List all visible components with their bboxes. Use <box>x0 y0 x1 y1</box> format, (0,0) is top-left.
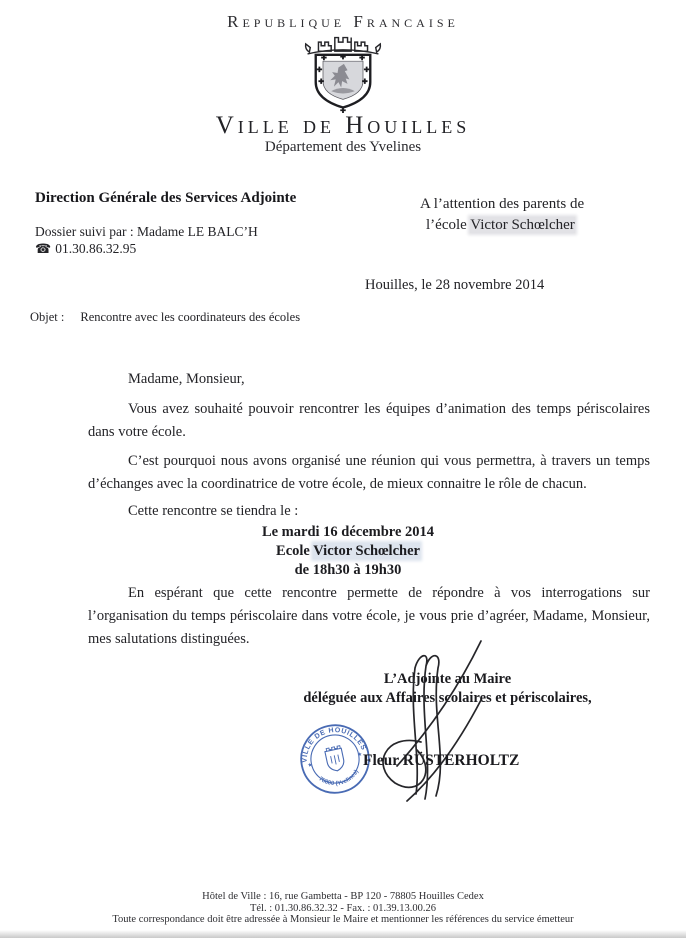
paragraph-1: Vous avez souhaité pouvoir rencontrer les équipes d’animation des temps périscolaires dans votre école. <box>88 401 650 440</box>
footer-address: Hôtel de Ville : 16, rue Gambetta - BP 120 - 78805 Houilles Cedex <box>202 891 484 902</box>
sender-handler: Dossier suivi par : Madame LE BALC’H <box>35 224 258 239</box>
recipient-school-prefix: l’école <box>426 217 471 233</box>
footer-notice: Toute correspondance doit être adressée à Monsieur le Maire et mentionner les références du service émetteur <box>112 914 574 925</box>
recipient-line2 <box>420 215 584 236</box>
paragraph-4: En espérant que cette rencontre permette de répondre à vos interrogations sur l’organisation du temps périscolaire dans votre école, je vous prie d’agréer, Madame, Monsieur, mes salutations distinguées. <box>88 585 650 647</box>
paragraph-2: C’est pourquoi nous avons organisé une réunion qui vous permettra, à travers un temps d’échanges avec la coordinatrice de votre école, de mieux connaitre le rôle de chacun. <box>88 453 650 492</box>
meeting-place-prefix: Ecole <box>276 543 314 559</box>
meeting-date: Le mardi 16 décembre 2014 <box>261 524 435 540</box>
letter-body <box>88 368 650 651</box>
signer-title-1: L’Adjointe au Maire <box>383 671 512 687</box>
scan-edge-artifact <box>0 930 686 938</box>
stamp-star-right: ★ <box>356 751 363 759</box>
school-name-highlight: Victor Schœlcher <box>470 217 575 233</box>
stamp-top-text: VILLE DE HOUILLES <box>301 726 367 763</box>
salutation: Madame, Monsieur, <box>128 371 245 387</box>
city-coat-of-arms-icon <box>293 30 393 116</box>
sender-service: Direction Générale des Services Adjointe <box>35 190 297 206</box>
subject-label: Objet : <box>30 310 65 324</box>
meeting-time: de 18h30 à 19h30 <box>294 562 402 578</box>
stamp-star-left: ★ <box>307 762 314 770</box>
city-name-heading: Ville de Houilles <box>215 112 471 139</box>
recipient-block <box>420 194 584 236</box>
signer-name: Fleur RÜSTERHOLTZ <box>363 752 520 769</box>
meeting-details <box>88 523 608 580</box>
date-line: Houilles, le 28 novembre 2014 <box>365 277 545 293</box>
handwritten-signature <box>355 638 495 810</box>
stamp-bottom-text: 78800 (Yvelines) <box>317 769 360 788</box>
footer <box>0 891 686 926</box>
department-subheading: Département des Yvelines <box>264 139 422 155</box>
signer-title-2: déléguée aux Affaires scolaires et périscolaires, <box>303 689 592 706</box>
phone-number: 01.30.86.32.95 <box>55 241 137 256</box>
footer-phone-fax: Tél. : 01.30.86.32.32 - Fax. : 01.39.13.00.26 <box>249 902 437 914</box>
recipient-line1: A l’attention des parents de <box>420 196 585 212</box>
phone-icon: ☎ <box>35 241 52 256</box>
subject-text: Rencontre avec les coordinateurs des écoles <box>80 310 301 324</box>
meeting-school-highlight: Victor Schœlcher <box>313 543 420 559</box>
paragraph-3: Cette rencontre se tiendra le : <box>128 503 299 519</box>
meeting-place <box>88 542 608 561</box>
sender-block <box>35 190 296 257</box>
republic-heading: Republique Francaise <box>227 12 459 31</box>
sender-phone-line <box>35 241 296 257</box>
subject-line <box>30 310 300 325</box>
